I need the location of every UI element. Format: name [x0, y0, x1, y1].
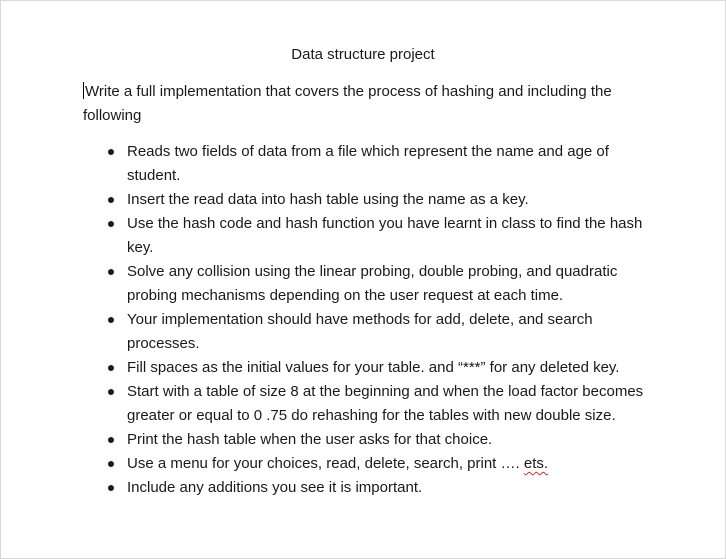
bullet-icon [108, 197, 114, 203]
bullet-icon [108, 461, 114, 467]
bullet-icon [108, 221, 114, 227]
bullet-icon [108, 485, 114, 491]
list-item [105, 308, 665, 356]
list-item [105, 452, 665, 476]
list-item-text: Insert the read data into hash table using the name as a key. [127, 191, 529, 208]
list-item [105, 476, 665, 500]
list-item [105, 140, 665, 188]
requirements-list [105, 140, 665, 500]
list-item-text: Your implementation should have methods for add, delete, and search processes. [127, 311, 593, 352]
list-item [105, 428, 665, 452]
list-item-text: Use a menu for your choices, read, delete, search, print …. [127, 455, 524, 472]
list-item-text: Reads two fields of data from a file which represent the name and age of student. [127, 143, 609, 184]
document-title: Data structure project [291, 46, 435, 63]
bullet-icon [108, 437, 114, 443]
text-cursor [83, 82, 84, 99]
list-item-text: Print the hash table when the user asks for that choice. [127, 431, 493, 448]
intro-text: Write a full implementation that covers the process of hashing and including the following [83, 83, 612, 124]
spellcheck-error-word[interactable]: ets. [523, 455, 549, 472]
bullet-icon [108, 149, 114, 155]
list-item [105, 188, 665, 212]
list-item [105, 356, 665, 380]
list-item [105, 260, 665, 308]
bullet-icon [108, 269, 114, 275]
list-item-text: Include any additions you see it is important. [127, 479, 423, 496]
list-item-text: Start with a table of size 8 at the beginning and when the load factor becomes greater or equal to 0 .75 do rehashing for the tables with new double size. [127, 383, 644, 424]
list-item [105, 212, 665, 260]
bullet-icon [108, 389, 114, 395]
bullet-icon [108, 317, 114, 323]
list-item-text: Use the hash code and hash function you have learnt in class to find the hash key. [127, 215, 643, 256]
list-item [105, 380, 665, 428]
list-item-text: Fill spaces as the initial values for your table. and “***” for any deleted key. [127, 359, 620, 376]
list-item-text: Solve any collision using the linear probing, double probing, and quadratic probing mechanisms depending on the user request at each time. [127, 263, 618, 304]
bullet-icon [108, 365, 114, 371]
intro-paragraph[interactable] [83, 80, 643, 128]
